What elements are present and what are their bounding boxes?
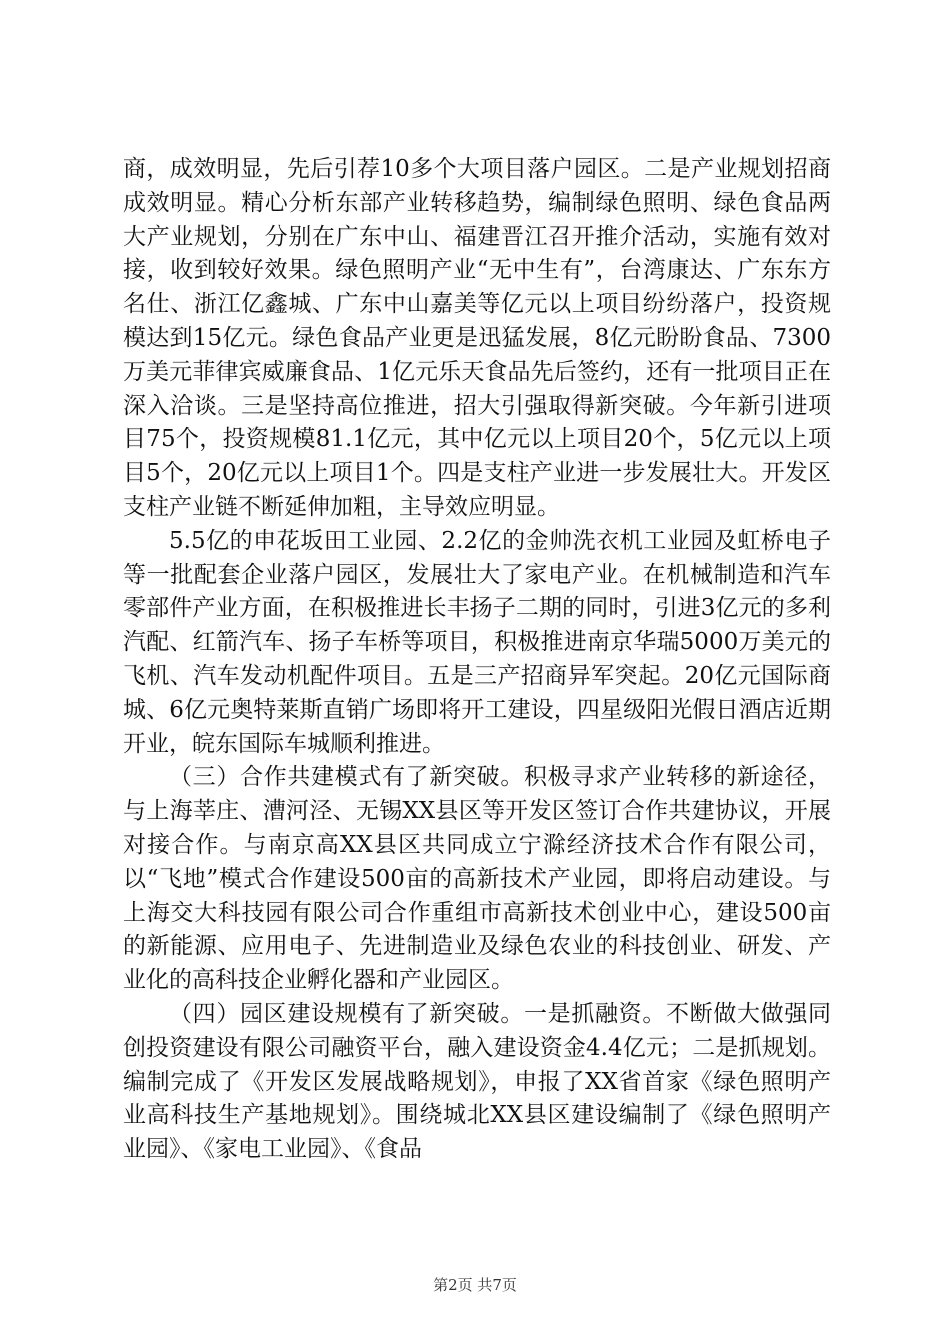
document-body (123, 153, 831, 1167)
paragraph-park-construction: （四）园区建设规模有了新突破。一是抓融资。不断做大做强同创投资建设有限公司融资平台，融入建设资金4.4亿元；二是抓规划。编制完成了《开发区发展战略规划》，申报了XX省首家《绿色照明产业高科技生产基地规划》。围绕城北XX县区建设编制了《绿色照明产业园》、《家电工业园》、《食品 (123, 1000, 831, 1163)
paragraph-cooperation-model: （三）合作共建模式有了新突破。积极寻求产业转移的新途径，与上海莘庄、漕河泾、无锡XX县区等开发区签订合作共建协议，开展对接合作。与南京高XX县区共同成立宁滁经济技术合作有限公司，以“飞地”模式合作建设500亩的高新技术产业园，即将启动建设。与上海交大科技园有限公司合作重组市高新技术创业中心，建设500亩的新能源、应用电子、先进制造业及绿色农业的科技创业、研发、产业化的高科技企业孵化器和产业园区。 (123, 764, 831, 994)
paragraph-investment-results: 商，成效明显，先后引荐10多个大项目落户园区。二是产业规划招商成效明显。精心分析东部产业转移趋势，编制绿色照明、绿色食品两大产业规划，分别在广东中山、福建晋江召开推介活动，实施有效对接，收到较好效果。绿色照明产业“无中生有”，台湾康达、广东东方名仕、浙江亿鑫城、广东中山嘉美等亿元以上项目纷纷落户，投资规模达到15亿元。绿色食品产业更是迅猛发展，8亿元盼盼食品、7300万美元菲律宾威廉食品、1亿元乐天食品先后签约，还有一批项目正在深入洽谈。三是坚持高位推进，招大引强取得新突破。今年新引进项目75个，投资规模81.1亿元，其中亿元以上项目20个，5亿元以上项目5个，20亿元以上项目1个。四是支柱产业进一步发展壮大。开发区支柱产业链不断延伸加粗，主导效应明显。 (123, 156, 831, 520)
page-footer: 第2页 共7页 (433, 1276, 517, 1294)
paragraph-supporting-enterprises: 5.5亿的申花坂田工业园、2.2亿的金帅洗衣机工业园及虹桥电子等一批配套企业落户园区，发展壮大了家电产业。在机械制造和汽车零部件产业方面，在积极推进长丰扬子二期的同时，引进3亿元的多利汽配、红箭汽车、扬子车桥等项目，积极推进南京华瑞5000万美元的飞机、汽车发动机配件项目。五是三产招商异军突起。20亿元国际商城、6亿元奥特莱斯直销广场即将开工建设，四星级阳光假日酒店近期开业，皖东国际车城顺利推进。 (123, 527, 831, 757)
